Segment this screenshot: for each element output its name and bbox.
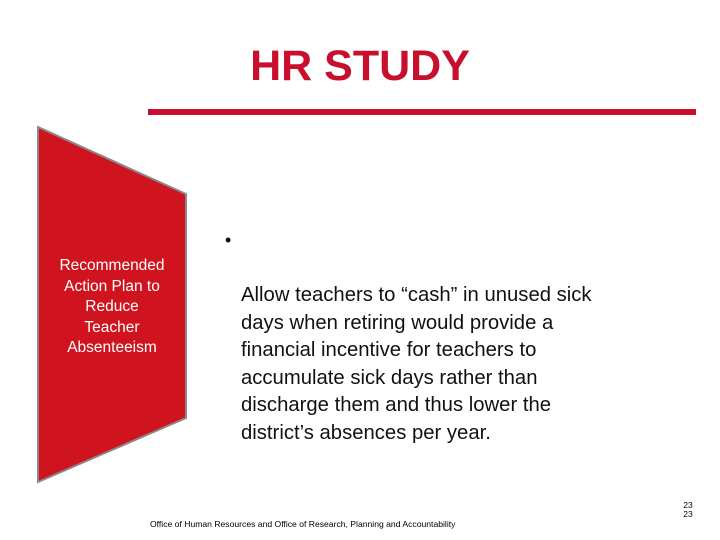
page-number-bottom: 23 [683, 509, 693, 519]
page-number-top: 23 [683, 500, 693, 510]
bullet-marker: • [225, 230, 232, 250]
side-panel-label: Recommended Action Plan to Reduce Teacher Absenteeism [59, 257, 165, 356]
footer-text: Office of Human Resources and Office of Research, Planning and Accountability [150, 519, 456, 529]
bullet-text: Allow teachers to “cash” in unused sick days when retiring would provide a financial incentive for teachers to accumulate sick days rather than discharge them and thus lower the district’s absences per year. [241, 284, 592, 444]
bullet-list [222, 227, 682, 447]
page-number [676, 501, 700, 519]
bullet-item [222, 227, 682, 447]
slide-title: HR STUDY [250, 42, 470, 90]
